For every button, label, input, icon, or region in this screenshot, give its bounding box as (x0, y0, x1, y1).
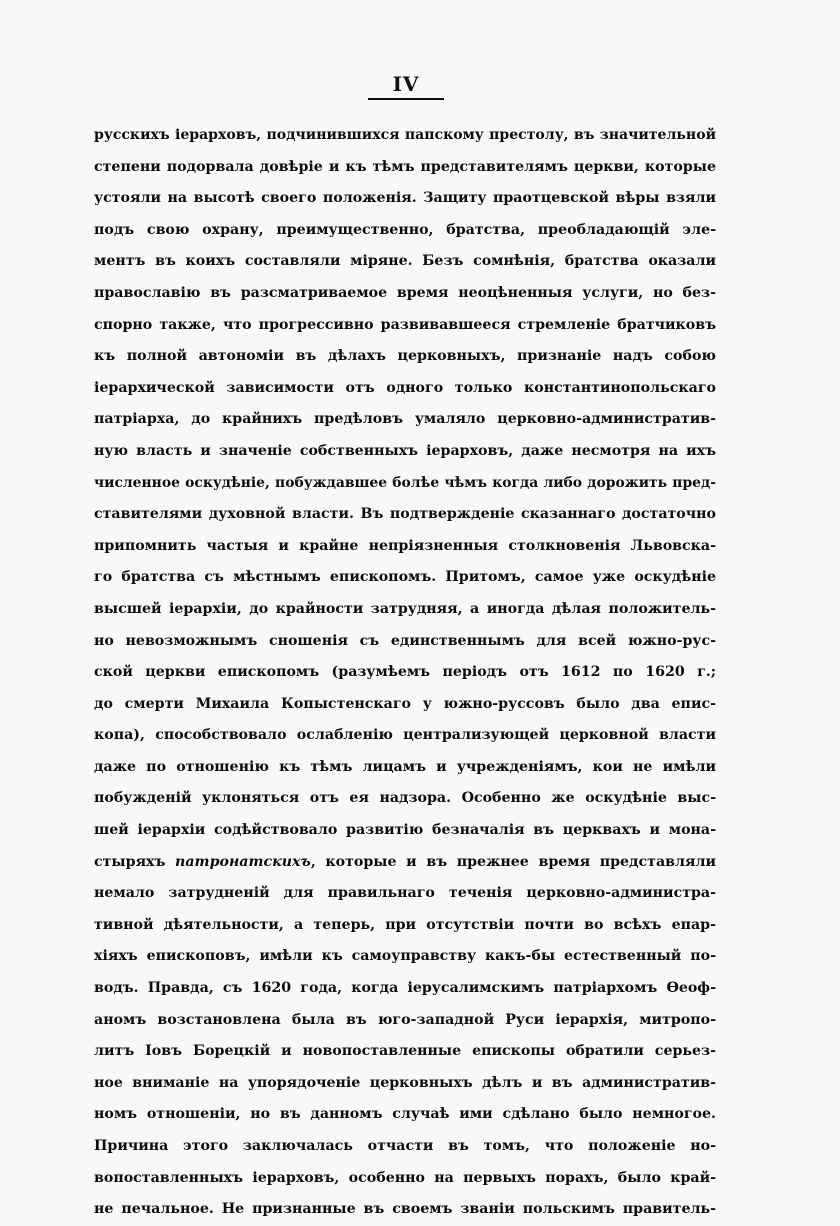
text-line (94, 1036, 716, 1068)
text-segment: численное оскудѣніе, побуждавшее болѣе чѣмъ когда либо дорожить пред- (94, 474, 716, 491)
text-line (94, 1194, 716, 1226)
text-segment: аномъ возстановлена была въ юго-западной Руси іерархія, митропо- (94, 1011, 716, 1028)
text-segment: Причина этого заключалась отчасти въ томъ, что положеніе но- (94, 1138, 716, 1154)
text-line (94, 152, 716, 184)
text-line (94, 910, 716, 942)
text-line (94, 657, 716, 689)
text-segment: ской церкви епископомъ (разумѣемъ періодъ отъ 1612 по 1620 г.; (94, 664, 716, 681)
text-segment: тивной дѣятельности, а теперь, при отсутствіи почти во всѣхъ епар- (94, 916, 716, 933)
text-segment: стыряхъ (94, 853, 176, 870)
text-segment: православію въ разсматриваемое время неоцѣненныя услуги, но без- (94, 284, 716, 301)
italic-text-segment: патронатскихъ (175, 853, 311, 870)
text-segment: шей іерархіи содѣйствовало развитію безначалія въ церквахъ и мона- (94, 822, 716, 839)
text-segment: русскихъ iерарховъ, подчинившихся папскому престолу, въ значительной (94, 127, 716, 143)
text-line (94, 1099, 716, 1131)
text-segment: ное вниманіе на упорядоченіе церковныхъ дѣлъ и въ административ- (94, 1074, 716, 1091)
text-segment: копа), способствовало ослабленію централизующей церковной власти (94, 727, 716, 744)
text-line (94, 720, 716, 752)
text-segment: , которые и въ прежнее время представляли (310, 853, 716, 870)
text-segment: номъ отношеніи, но въ данномъ случаѣ ими сдѣлано было немногое. (94, 1106, 716, 1123)
text-segment: ставителями духовной власти. Въ подтвержденіе сказаннаго достаточно (94, 506, 716, 523)
text-line (94, 373, 716, 405)
text-segment: литъ Іовъ Борецкій и новопоставленные епископы обратили серьез- (94, 1043, 716, 1060)
text-line (94, 1068, 716, 1100)
text-segment: спорно также, что прогрессивно развивавшееся стремленіе братчиковъ (94, 316, 716, 333)
text-line (94, 973, 716, 1005)
text-line (94, 815, 716, 847)
body-text (94, 120, 716, 1226)
text-line (94, 341, 716, 373)
text-line (94, 404, 716, 436)
text-line (94, 531, 716, 563)
text-segment: ментъ въ коихъ составляли міряне. Безъ сомнѣнія, братства оказали (94, 253, 716, 270)
text-segment: побужденій уклоняться отъ ея надзора. Особенно же оскудѣніе выс- (94, 790, 716, 807)
text-line (94, 120, 716, 152)
text-segment: ную власть и значеніе собственныхъ іерарховъ, даже несмотря на ихъ (94, 442, 716, 459)
text-line (94, 468, 716, 500)
text-segment: іерархической зависимости отъ одного только константинопольскаго (94, 379, 716, 396)
text-segment: патріарха, до крайнихъ предѣловъ умаляло церковно-административ- (94, 411, 716, 428)
text-line (94, 1163, 716, 1195)
text-segment: хіяхъ епископовъ, имѣли къ самоуправству какъ-бы естественный по- (94, 948, 716, 965)
text-line (94, 752, 716, 784)
text-segment: высшей іерархіи, до крайности затрудняя, а иногда дѣлая положитель- (94, 600, 716, 617)
text-line (94, 1131, 716, 1163)
text-line (94, 562, 716, 594)
text-line (94, 246, 716, 278)
text-line (94, 278, 716, 310)
text-line (94, 689, 716, 721)
text-segment: не печальное. Не признанные въ своемъ званіи польскимъ правитель- (94, 1201, 716, 1218)
text-segment: къ полной автономіи въ дѣлахъ церковныхъ, признаніе надъ собою (94, 348, 716, 365)
text-line (94, 499, 716, 531)
text-segment: до смерти Михаила Копыстенскаго у южно-руссовъ было два епис- (94, 695, 716, 712)
page-number: IV (392, 72, 420, 96)
text-line (94, 783, 716, 815)
text-line (94, 626, 716, 658)
text-line (94, 941, 716, 973)
text-segment: подъ свою охрану, преимущественно, братства, преобладающій эле- (94, 221, 716, 238)
header-rule (368, 98, 444, 100)
text-segment: водъ. Правда, съ 1620 года, когда іерусалимскимъ патріархомъ Ѳеоф- (94, 980, 716, 997)
text-segment: но невозможнымъ сношенія съ единственнымъ для всей южно-рус- (94, 632, 716, 649)
text-line (94, 1005, 716, 1037)
text-segment: вопоставленныхъ іерарховъ, особенно на первыхъ порахъ, было край- (94, 1169, 716, 1186)
text-segment: устояли на высотѣ своего положенія. Защиту праотцевской вѣры взяли (94, 190, 716, 207)
text-line (94, 847, 716, 879)
text-segment: степени подорвала довѣріе и къ тѣмъ представителямъ церкви, которые (94, 158, 716, 175)
text-line (94, 594, 716, 626)
text-line (94, 436, 716, 468)
text-segment: го братства съ мѣстнымъ епископомъ. Притомъ, самое уже оскудѣніе (94, 569, 716, 586)
text-segment: даже по отношенію къ тѣмъ лицамъ и учрежденіямъ, кои не имѣли (94, 758, 716, 775)
text-segment: припомнить частыя и крайне непріязненныя столкновенія Львовска- (94, 537, 716, 554)
text-segment: немало затрудненій для правильнаго теченія церковно-администра- (94, 885, 716, 902)
text-line (94, 215, 716, 247)
text-line (94, 878, 716, 910)
text-line (94, 310, 716, 342)
text-line (94, 183, 716, 215)
